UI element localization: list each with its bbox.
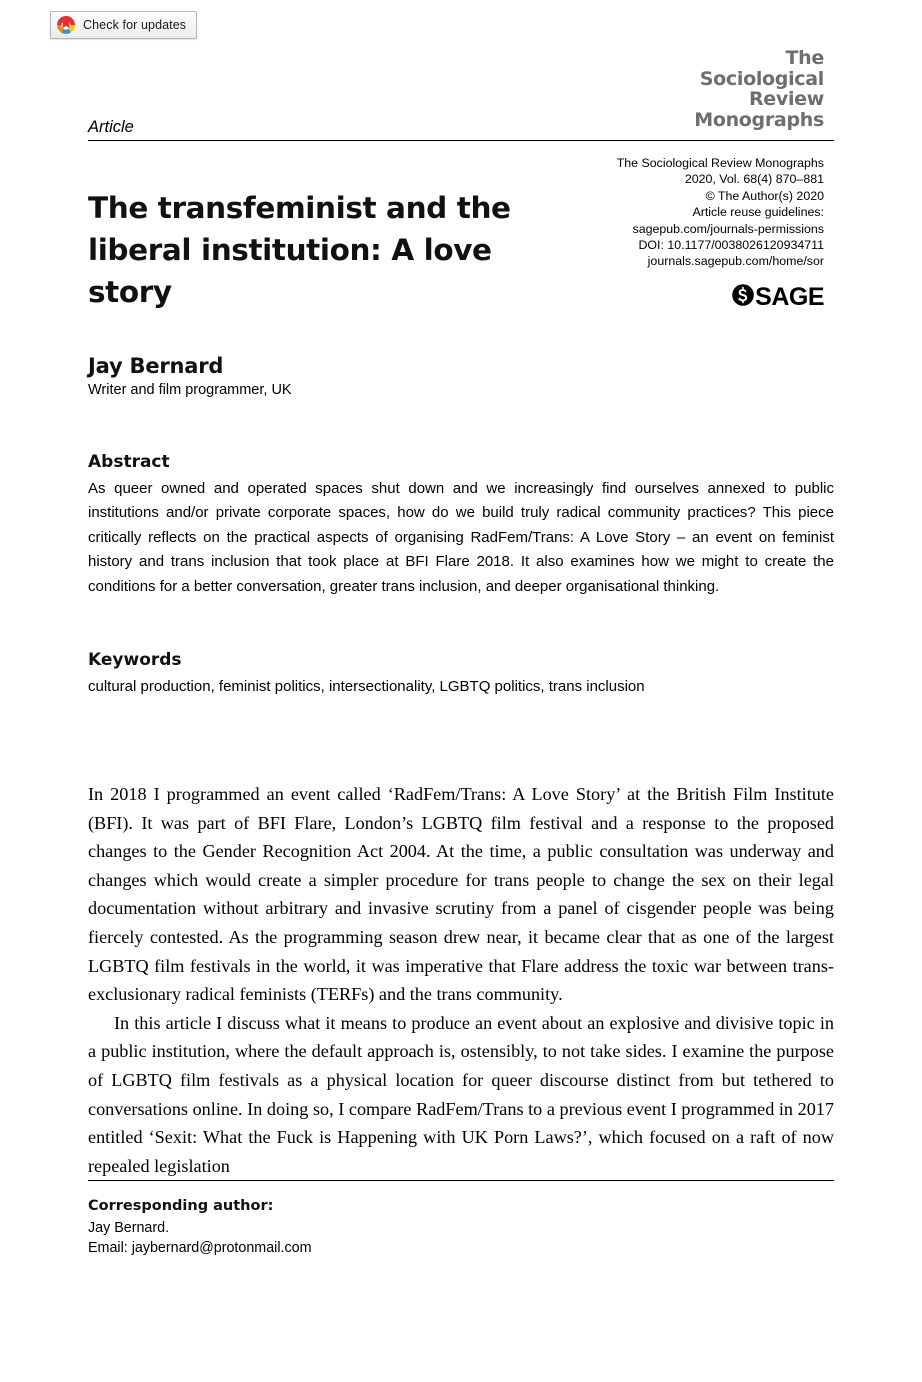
abstract-text: As queer owned and operated spaces shut down and we increasingly find ourselves annexed to public institutions and/or private corporate spaces, how do we build truly radical community practices? This piece critically reflects on the practical aspects of organising RadFem/Trans: A Love Story – an event on feminist history and trans inclusion that took place at BFI Flare 2018. It also examines how we might to create the conditions for a better conversation, greater trans inclusion, and deeper organisational thinking.	[88, 480, 834, 595]
keywords-text: cultural production, feminist politics, intersectionality, LGBTQ politics, trans inclusion	[88, 678, 645, 695]
corresponding-author-name: Jay Bernard.	[88, 1220, 170, 1236]
citation-copyright: © The Author(s) 2020	[705, 188, 824, 203]
citation-reuse-label: Article reuse guidelines:	[692, 205, 824, 220]
article-type-label: Article	[88, 118, 134, 136]
footer-divider	[88, 1180, 834, 1181]
corresponding-author-heading: Corresponding author:	[88, 1198, 274, 1214]
body-paragraph-1: In 2018 I programmed an event called ‘RadFem/Trans: A Love Story’ at the British Film Institute (BFI). It was part of BFI Flare, London’s LGBTQ film festival and a response to the proposed changes to the Gender Recognition Act 2004. At the time, a public consultation was underway and changes which would create a simpler procedure for trans people to change the sex on their legal documentation without arbitrary and invasive scrutiny from a panel of cisgender people was being fiercely contested. As the programming season drew near, it became clear that as one of the largest LGBTQ film festivals in the world, it was imperative that Flare address the toxic war between trans-exclusionary radical feminists (TERFs) and the trans community.	[88, 784, 834, 1005]
citation-permissions-url[interactable]: sagepub.com/journals-permissions	[632, 221, 824, 236]
check-for-updates-badge[interactable]	[50, 11, 197, 39]
corresponding-author-email[interactable]: Email: jaybernard@protonmail.com	[88, 1240, 312, 1256]
keywords-heading: Keywords	[88, 650, 182, 670]
check-for-updates-label: Check for updates	[83, 18, 187, 32]
citation-volume: 2020, Vol. 68(4) 870–881	[684, 172, 824, 187]
journal-wordmark-line-1: The	[785, 47, 824, 69]
sage-wordmark: SAGE	[755, 283, 824, 311]
citation-journal: The Sociological Review Monographs	[616, 156, 824, 170]
abstract-heading: Abstract	[88, 452, 170, 472]
journal-wordmark-line-3: Review	[748, 88, 824, 110]
article-body	[88, 780, 834, 1180]
journal-wordmark	[694, 48, 824, 130]
author-name: Jay Bernard	[88, 354, 224, 378]
journal-wordmark-line-4: Monographs	[694, 108, 824, 131]
author-affiliation: Writer and film programmer, UK	[88, 382, 292, 398]
crossmark-logo-icon	[56, 15, 76, 35]
sage-circle-s-icon	[731, 283, 755, 312]
body-paragraph-2: In this article I discuss what it means to produce an event about an explosive and divisive topic in a public institution, where the default approach is, ostensibly, to not take sides. I examine the purpose of LGBTQ film festivals as a physical location for queer discourse distinct from but tethered to conversations online. In doing so, I compare RadFem/Trans to a previous event I programmed in 2017 entitled ‘Sexit: What the Fuck is Happening with UK Porn Laws?’, which focused on a raft of now repealed legislation	[88, 1012, 834, 1176]
citation-block	[574, 155, 824, 270]
sage-publisher-logo	[731, 283, 824, 312]
citation-home-url[interactable]: journals.sagepub.com/home/sor	[647, 254, 824, 269]
page-title: The transfeminist and the liberal institution: A love story	[88, 190, 511, 309]
header-divider	[88, 140, 834, 141]
journal-wordmark-line-2: Sociological	[699, 67, 824, 90]
citation-doi[interactable]: DOI: 10.1177/0038026120934711	[638, 238, 824, 253]
